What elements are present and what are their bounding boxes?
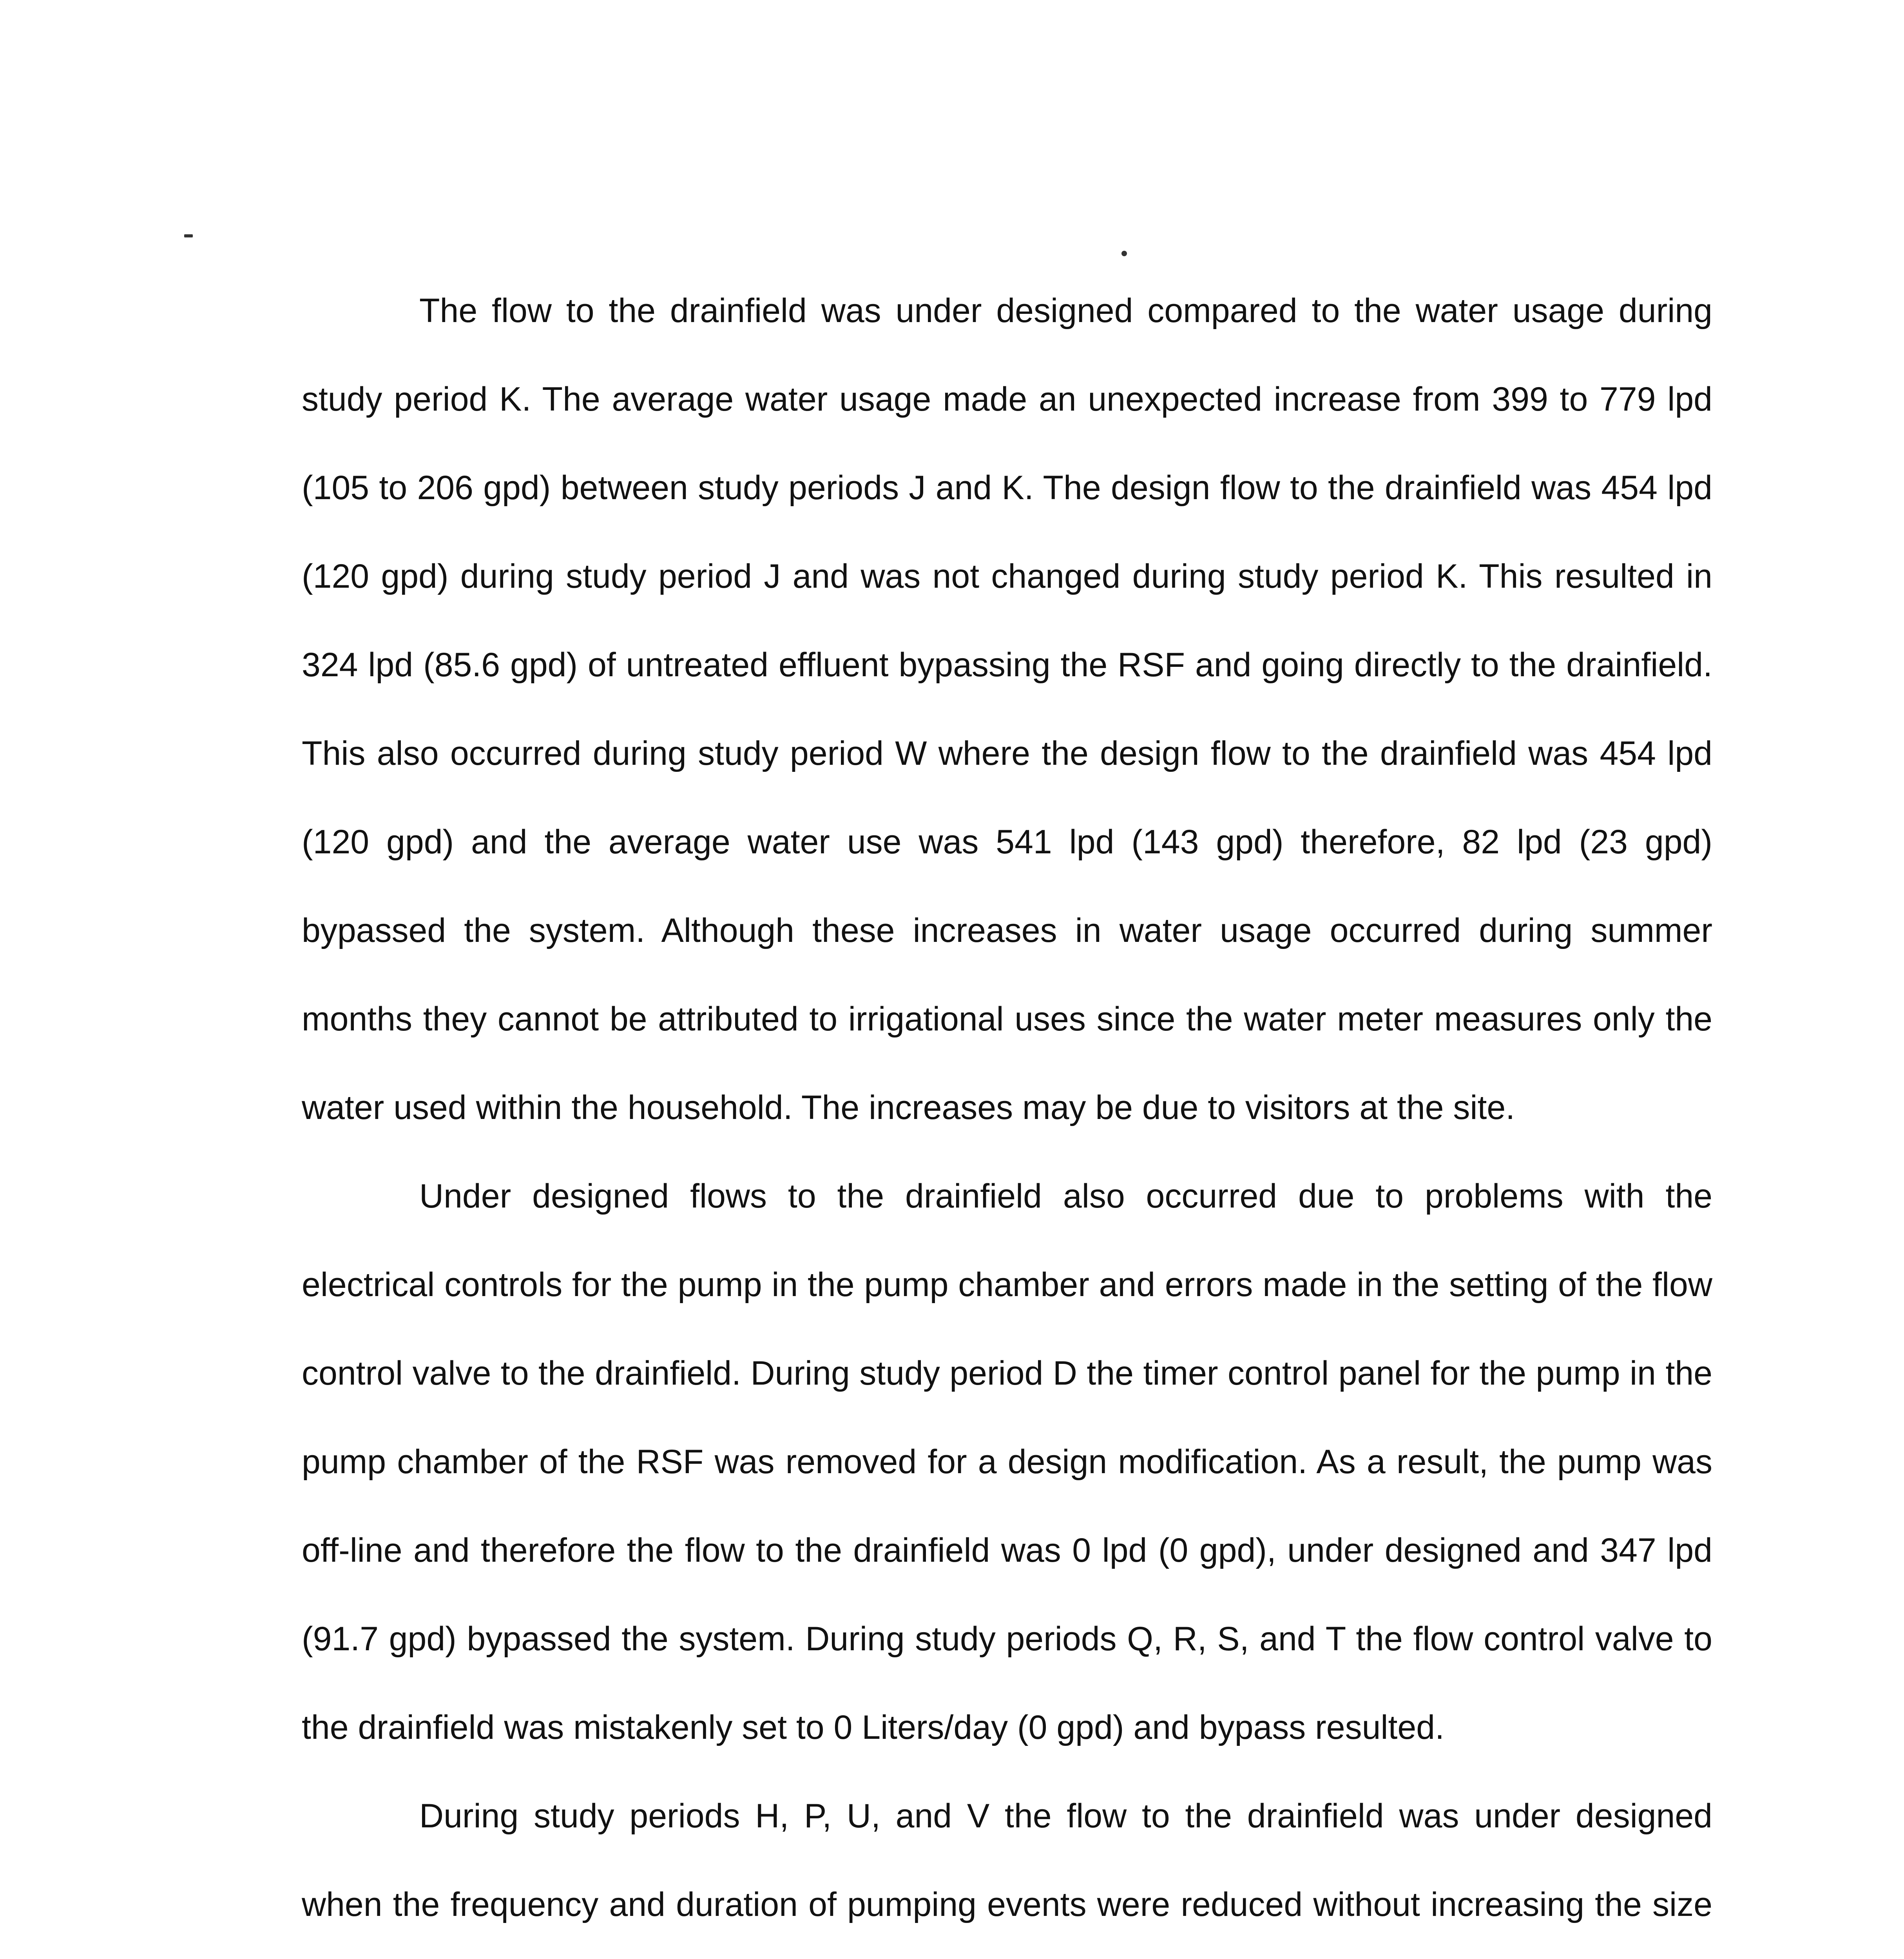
- scan-speck: [1121, 251, 1127, 256]
- paragraph-3: During study periods H, P, U, and V the flow to the drainfield was under designed when the frequency and duration of pumping events were reduced without increasing the size: [302, 1797, 1712, 1923]
- paragraph-1: The flow to the drainfield was under designed compared to the water usage during study period K. The average water usage made an unexpected increase from 399 to 779 lpd (105 to 206 gpd) between study periods J and K. The design flow to the drainfield was 454 lpd (120 gpd) during study period J and was not changed during study period K. This resulted in 324 lpd (85.6 gpd) of untreated effluent bypassing the RSF and going directly to the drainfield. This also occurred during study period W where the design flow to the drainfield was 454 lpd (120 gpd) and the average water use was 541 lpd (143 gpd) therefore, 82 lpd (23 gpd) bypassed the system. Although these increases in water usage occurred during summer months they cannot be attributed to irrigational uses since the water meter measures only the water used within the household. The increases may be due to visitors at the site.: [302, 292, 1712, 1126]
- paragraph-2: Under designed flows to the drainfield also occurred due to problems with the electrical controls for the pump in the pump chamber and errors made in the setting of the flow control valve to the drainfield. During study period D the timer control panel for the pump in the pump chamber of the RSF was removed for a design modification. As a result, the pump was off-line and therefore the flow to the drainfield was 0 lpd (0 gpd), under designed and 347 lpd (91.7 gpd) bypassed the system. During study periods Q, R, S, and T the flow control valve to the drainfield was mistakenly set to 0 Liters/day (0 gpd) and bypass resulted.: [302, 1177, 1712, 1746]
- scan-speck: [184, 234, 193, 237]
- body-text: [302, 266, 1712, 1959]
